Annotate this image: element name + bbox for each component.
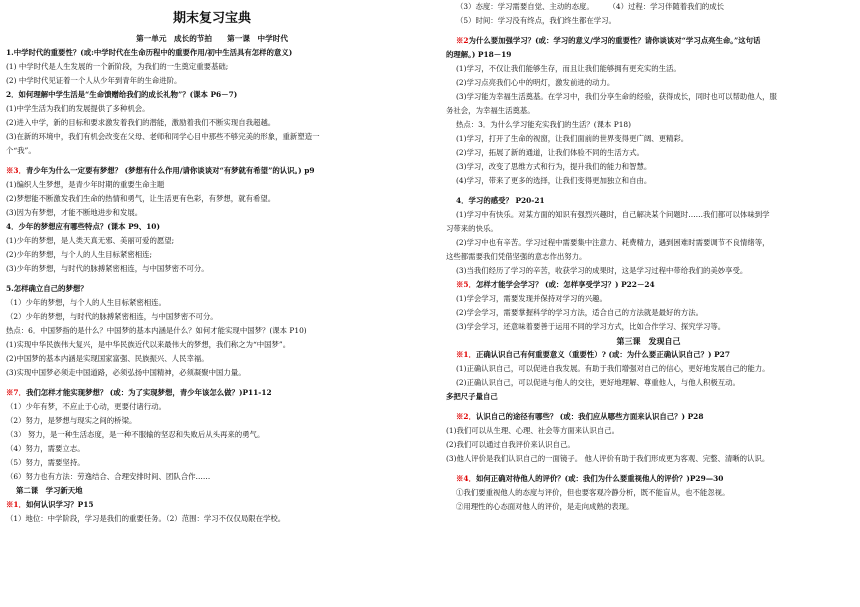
line-text: 认识自己的途径有哪些？ (或：我们应从哪些方面来认识自己？) P28 bbox=[475, 412, 704, 421]
line-text: （2）少年的梦想，与时代的脉搏紧密相连，与中国梦密不可分。 bbox=[6, 312, 218, 321]
right-text-line bbox=[446, 410, 851, 424]
right-text-line bbox=[446, 320, 851, 334]
line-text: (1)我们可以从生理、心理、社会等方面来认识自己。 bbox=[446, 426, 620, 435]
left-text-line bbox=[6, 116, 418, 130]
right-lines bbox=[446, 0, 851, 514]
line-text: (1)学习中有快乐。对某方面的知识有强烈兴趣时，自己解决某个问题时……我们都可以体味到学 bbox=[456, 210, 770, 219]
line-text: (1)中学生活为我们的发展提供了多种机会。 bbox=[6, 104, 150, 113]
right-text-line bbox=[446, 424, 851, 438]
right-text-line bbox=[446, 90, 851, 104]
right-text-line bbox=[446, 250, 851, 264]
left-text-line bbox=[6, 512, 418, 526]
line-text: （2）努力，是梦想与现实之间的桥梁。 bbox=[6, 416, 137, 425]
line-text: 4．学习的感受？ P20-21 bbox=[456, 196, 545, 205]
right-text-line bbox=[446, 34, 851, 48]
line-text: (3)学习，改变了思维方式和行为，提升我们的能力和智慧。 bbox=[456, 162, 652, 171]
left-text-line bbox=[6, 414, 418, 428]
right-text-line bbox=[446, 438, 851, 452]
left-lines bbox=[6, 46, 418, 526]
left-text-line bbox=[6, 130, 418, 144]
line-text: (1)学习，打开了生命的视窗，让我们面前的世界变得更广阔、更精彩。 bbox=[456, 134, 689, 143]
line-text: （1）地位：中学阶段，学习是我们的重要任务。（2）范围：学习不仅仅局限在学校。 bbox=[6, 514, 286, 523]
right-text-line bbox=[446, 174, 851, 188]
line-text: 个“我”。 bbox=[6, 146, 36, 155]
right-text-line bbox=[446, 48, 851, 62]
line-text: （5）努力，需要坚持。 bbox=[6, 458, 85, 467]
left-text-line bbox=[6, 470, 418, 484]
left-text-line bbox=[6, 46, 418, 60]
left-text-line bbox=[6, 220, 418, 234]
important-mark: ※1． bbox=[456, 350, 476, 359]
line-text: (3)学习能为幸福生活奠基。在学习中，我们分享生命的经验，获得成长，同时也可以帮助他人，服 bbox=[456, 92, 777, 101]
line-text: 如何正确对待他人的评价？(或：我们为什么要重视他人的评价？)P29—30 bbox=[475, 474, 724, 483]
left-text-line bbox=[6, 144, 418, 158]
line-text: （1）少年有梦，不应止于心动，更要付诸行动。 bbox=[6, 402, 166, 411]
line-text: (1)编织人生梦想，是青少年时期的重要生命主题 bbox=[6, 180, 165, 189]
line-text: (4)学习，带来了更多的选择，让我们变得更加独立和自由。 bbox=[456, 176, 652, 185]
line-text: (1)少年的梦想，是人类天真无邪、美丽可爱的愿望; bbox=[6, 236, 175, 245]
left-text-line bbox=[6, 206, 418, 220]
line-text: 2．如何理解中学生活是“生命馈赠给我们的成长礼物”？(课本 P6－7) bbox=[6, 90, 238, 99]
left-text-line bbox=[6, 400, 418, 414]
line-text: (2)梦想能不断激发我们生命的热情和勇气，让生活更有色彩，有梦想，就有希望。 bbox=[6, 194, 276, 203]
line-text: 习带来的快乐。 bbox=[446, 224, 498, 233]
important-mark: ※2 bbox=[456, 36, 469, 45]
line-text: 的理解。) P18－19 bbox=[446, 50, 512, 59]
line-text: (2)中国梦的基本内涵是实现国家富强、民族振兴、人民幸福。 bbox=[6, 354, 209, 363]
right-text-line bbox=[446, 486, 851, 500]
line-text: (3)学会学习，还意味着要善于运用不同的学习方式，比如合作学习、探究学习等。 bbox=[456, 322, 726, 331]
line-text: 热点：6．中国梦指的是什么？中国梦的基本内涵是什么？如何才能实现中国梦？(课本 P10) bbox=[6, 326, 307, 335]
left-text-line bbox=[6, 498, 418, 512]
important-mark: ※2． bbox=[456, 412, 476, 421]
left-text-line bbox=[6, 352, 418, 366]
line-text: 热点：3．为什么学习能充实我们的生活？(课本 P18) bbox=[456, 120, 632, 129]
left-text-line bbox=[6, 74, 418, 88]
line-text: （3） 努力，是一种生活态度，是一种不服输的坚忍和失败后从头再来的勇气。 bbox=[6, 430, 265, 439]
line-text: (3)当我们经历了学习的辛苦，收获学习的成果时，这是学习过程中带给我们的美妙享受。 bbox=[456, 266, 748, 275]
line-text: (2)学习点亮我们心中的明灯，激发前进的动力。 bbox=[456, 78, 615, 87]
line-text: （3）态度：学习需要自觉、主动的态度。 （4）过程：学习伴随着我们的成长 bbox=[456, 2, 725, 11]
important-mark: ※5． bbox=[456, 280, 476, 289]
left-text-line bbox=[6, 296, 418, 310]
left-text-line bbox=[6, 248, 418, 262]
line-text: (2) 中学时代见证着一个人从少年到青年的生命进阶。 bbox=[6, 76, 182, 85]
line-text: (1)正确认识自己，可以促进自我发展。有助于我们增强对自己的信心，更好地发展自己的能力。 bbox=[456, 364, 770, 373]
line-text: (2)学习中也有辛苦。学习过程中需要集中注意力、耗费精力，遇到困难时需要调节不良情绪等， bbox=[456, 238, 770, 247]
line-text: 第二课 学习新天地 bbox=[16, 486, 83, 495]
left-text-line bbox=[6, 192, 418, 206]
line-text: (1)学会学习，需要发现并保持对学习的兴趣。 bbox=[456, 294, 607, 303]
right-text-line bbox=[446, 132, 851, 146]
right-text-line bbox=[446, 376, 851, 390]
right-text-line bbox=[446, 14, 851, 28]
left-text-line bbox=[6, 102, 418, 116]
line-text: 5.怎样确立自己的梦想？ bbox=[6, 284, 88, 293]
line-text: 务社会，为幸福生活奠基。 bbox=[446, 106, 535, 115]
line-text: （1）少年的梦想，与个人的人生目标紧密相连。 bbox=[6, 298, 166, 307]
left-text-line bbox=[6, 60, 418, 74]
line-text: 第三课 发现自己 bbox=[616, 336, 681, 346]
right-text-line bbox=[446, 306, 851, 320]
right-text-line bbox=[446, 76, 851, 90]
left-text-line bbox=[6, 324, 418, 338]
right-text-line bbox=[446, 348, 851, 362]
line-text: 青少年为什么一定要有梦想？ (梦想有什么作用/请你谈谈对“有梦就有希望”的认识。) p9 bbox=[25, 166, 315, 175]
line-text: (3)他人评价是我们认识自己的一面镜子。 他人评价有助于我们形成更为客观、完整、清晰的认识。 bbox=[446, 454, 770, 463]
line-text: 如何认识学习？P15 bbox=[25, 500, 94, 509]
line-text: 4．少年的梦想应有哪些特点？(课本 P9、10) bbox=[6, 222, 160, 231]
left-text-line bbox=[6, 386, 418, 400]
right-text-line bbox=[446, 452, 851, 466]
line-text: ①我们要重视他人的态度与评价，但也要客观冷静分析，既不能盲从，也不能忽视。 bbox=[456, 488, 730, 497]
left-text-line bbox=[6, 442, 418, 456]
unit-heading: 第一单元 成长的节拍 第一课 中学时代 bbox=[136, 34, 288, 43]
right-text-line bbox=[446, 292, 851, 306]
line-text: 这些都需要我们凭借坚强的意志作出努力。 bbox=[446, 252, 587, 261]
line-text: (1)学习，不仅让我们能够生存，而且让我们能够拥有更充实的生活。 bbox=[456, 64, 681, 73]
left-text-line bbox=[6, 456, 418, 470]
line-text: (2)少年的梦想，与个人的人生目标紧密相连; bbox=[6, 250, 152, 259]
line-text: (2)学会学习，需要掌握科学的学习方法，适合自己的方法就是最好的方法。 bbox=[456, 308, 703, 317]
right-text-line bbox=[446, 334, 851, 348]
left-text-line bbox=[6, 310, 418, 324]
line-text: 多把尺子量自己 bbox=[446, 392, 498, 401]
important-mark: ※3． bbox=[6, 166, 26, 175]
line-text: (1)实现中华民族伟大复兴，是中华民族近代以来最伟大的梦想，我们称之为“中国梦”。 bbox=[6, 340, 291, 349]
left-text-line bbox=[6, 484, 418, 498]
right-column bbox=[446, 0, 851, 514]
line-text: (2)正确认识自己，可以促进与他人的交往，更好地理解、尊重他人，与他人积极互动。 bbox=[456, 378, 740, 387]
line-text: (1) 中学时代是人生发展的一个新阶段，为我们的一生奠定重要基础; bbox=[6, 62, 229, 71]
left-text-line bbox=[6, 338, 418, 352]
right-text-line bbox=[446, 146, 851, 160]
line-text: （6）努力也有方法：劳逸结合、合理安排时间、团队合作…… bbox=[6, 472, 211, 481]
right-text-line bbox=[446, 362, 851, 376]
line-text: (2)学习，拓展了新的通道，让我们体验不同的生活方式。 bbox=[456, 148, 644, 157]
right-text-line bbox=[446, 62, 851, 76]
right-text-line bbox=[446, 222, 851, 236]
line-text: 正确认识自己有何重要意义（重要性）? (或：为什么要正确认识自己？) P27 bbox=[475, 350, 730, 359]
right-text-line bbox=[446, 160, 851, 174]
line-text: (3)少年的梦想，与时代的脉搏紧密相连，与中国梦密不可分。 bbox=[6, 264, 209, 273]
right-text-line bbox=[446, 278, 851, 292]
line-text: 为什么要加强学习？(或：学习的意义/学习的重要性？请你谈谈对“学习点亮生命。”这句话 bbox=[468, 36, 761, 45]
left-column bbox=[6, 0, 418, 526]
left-text-line bbox=[6, 234, 418, 248]
left-text-line bbox=[6, 88, 418, 102]
right-text-line bbox=[446, 264, 851, 278]
right-text-line bbox=[446, 236, 851, 250]
important-mark: ※1． bbox=[6, 500, 26, 509]
right-text-line bbox=[446, 194, 851, 208]
line-text: 怎样才能学会学习？ (或：怎样享受学习？) P22－24 bbox=[475, 280, 655, 289]
right-text-line bbox=[446, 118, 851, 132]
right-text-line bbox=[446, 500, 851, 514]
left-text-line bbox=[6, 428, 418, 442]
left-text-line bbox=[6, 178, 418, 192]
right-text-line bbox=[446, 208, 851, 222]
important-mark: ※4． bbox=[456, 474, 476, 483]
important-mark: ※7． bbox=[6, 388, 26, 397]
left-text-line bbox=[6, 282, 418, 296]
left-text-line bbox=[6, 366, 418, 380]
right-text-line bbox=[446, 390, 851, 404]
line-text: 我们怎样才能实现梦想？ (或：为了实现梦想，青少年该怎么做？)P11-12 bbox=[25, 388, 272, 397]
right-text-line bbox=[446, 0, 851, 14]
left-text-line bbox=[6, 262, 418, 276]
line-text: （4）努力，需要立志。 bbox=[6, 444, 85, 453]
line-text: (3)因为有梦想，才能不断地进步和发展。 bbox=[6, 208, 143, 217]
line-text: （5）时间：学习没有终点，我们终生都在学习。 bbox=[456, 16, 616, 25]
line-text: (3)实现中国梦必须走中国道路，必须弘扬中国精神，必须凝聚中国力量。 bbox=[6, 368, 246, 377]
right-text-line bbox=[446, 104, 851, 118]
right-text-line bbox=[446, 472, 851, 486]
line-text: (2)进入中学，新的目标和要求激发着我们的潜能，激励着我们不断实现自我超越。 bbox=[6, 118, 276, 127]
left-text-line bbox=[6, 164, 418, 178]
line-text: 1.中学时代的重要性？(或:中学时代在生命历程中的重要作用/初中生活具有怎样的意义) bbox=[6, 48, 293, 57]
line-text: (2)我们可以通过自我评价来认识自己。 bbox=[446, 440, 575, 449]
line-text: ②用理性的心态面对他人的评价，是走向成熟的表现。 bbox=[456, 502, 634, 511]
page-title: 期末复习宝典 bbox=[172, 11, 251, 26]
line-text: (3)在新的环境中，我们有机会改变在父母、老师和同学心目中那些不够完美的形象，重新塑造一 bbox=[6, 132, 320, 141]
